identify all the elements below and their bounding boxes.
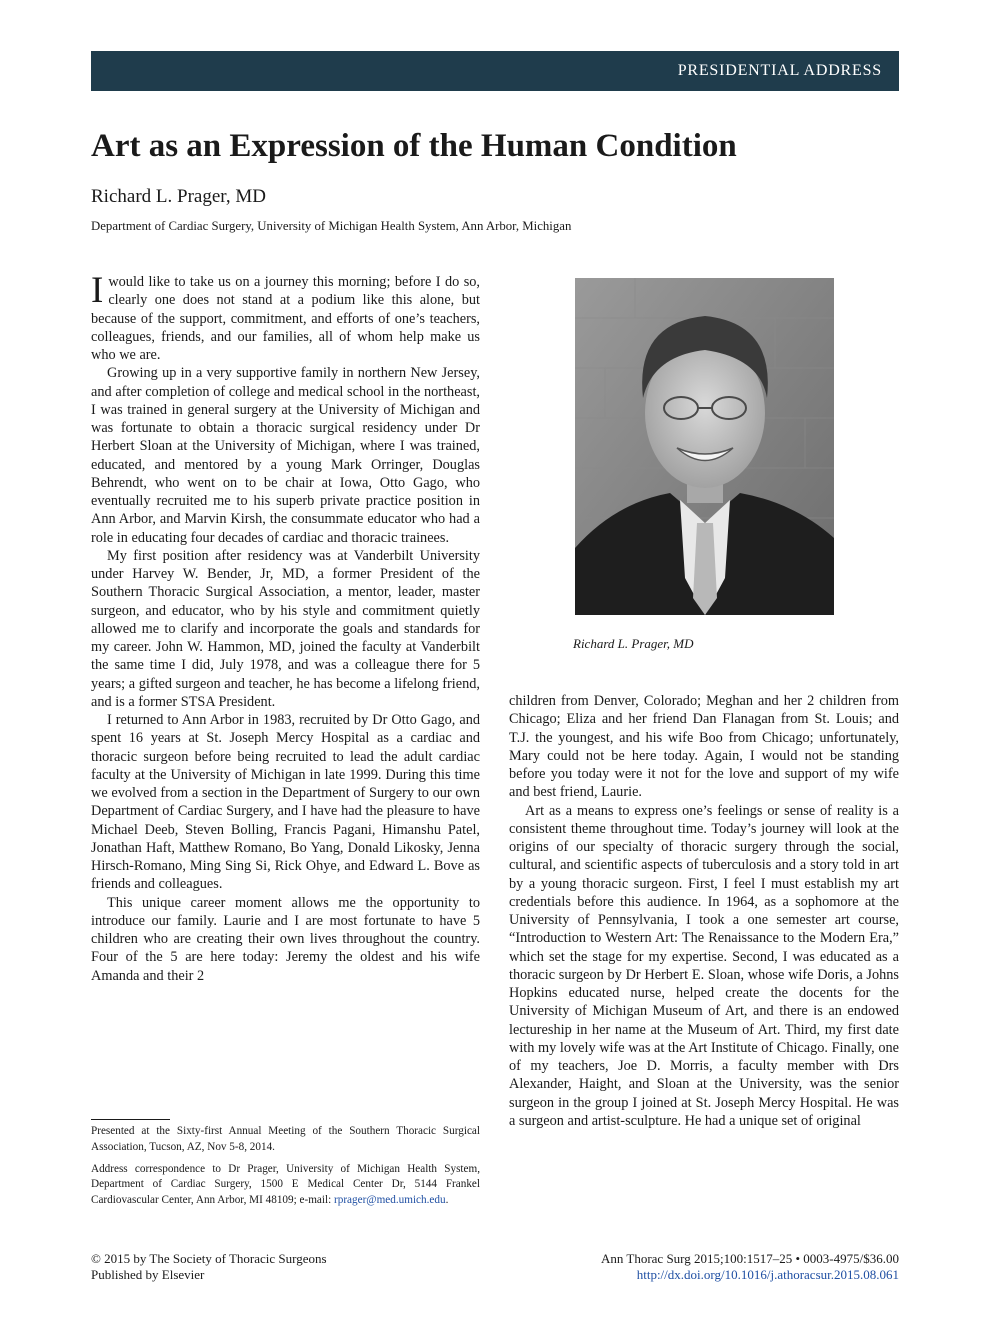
- section-banner: [91, 51, 899, 91]
- footnotes: [91, 1124, 480, 1215]
- footer-left: [91, 1251, 327, 1282]
- paragraph: My first position after residency was at Vanderbilt University under Harvey W. Bender, Jr, MD, a former President of the Southern Thoracic Surgical Association, a mentor, leader, master surgeon, and educator, who by his style and commitment quietly allowed me to clarify and incorporate the goals and standards for my career. John W. Hammon, MD, joined the faculty at Vanderbilt the same time I did, July 1978, and was a colleague there for 5 years; a gifted surgeon and teacher, he has become a lifelong friend, and is a former STSA President.: [91, 547, 480, 710]
- right-column: [509, 692, 899, 1130]
- email-link[interactable]: rprager@med.umich.edu: [334, 1194, 446, 1207]
- correspondence-note: [91, 1162, 480, 1209]
- photo-caption: Richard L. Prager, MD: [573, 636, 694, 651]
- paragraph-text: would like to take us on a journey this morning; before I do so, clearly one does not stand at a podium like this alone, but because of the support, commitment, and efforts of one’s teachers, colleagues, friends, and our families, all of whom help make us who we are.: [91, 274, 480, 363]
- correspondence-address: Address correspondence to Dr Prager, University of Michigan Health System, Department of Cardiac Surgery, 1500 E Medical Center Dr, 5144 Frankel Cardiovascular Center, Ann Arbor, MI 48109; e-mail:: [91, 1162, 480, 1207]
- footnote-divider: [91, 1119, 170, 1120]
- publisher: Published by Elsevier: [91, 1266, 205, 1282]
- drop-cap: I: [91, 270, 104, 311]
- author-name: Richard L. Prager, MD: [91, 186, 266, 207]
- presented-note: Presented at the Sixty-first Annual Meeting of the Southern Thoracic Surgical Association, Tucson, AZ, Nov 5-8, 2014.: [91, 1125, 480, 1153]
- citation: Ann Thorac Surg 2015;100:1517–25 • 0003-4975/$36.00: [600, 1251, 899, 1266]
- copyright: © 2015 by The Society of Thoracic Surgeons: [91, 1251, 327, 1266]
- paragraph: Growing up in a very supportive family in northern New Jersey, and after completion of college and medical school in the northeast, I was trained in general surgery at the University of Michigan and was fortunate to obtain a thoracic surgical residency under Dr Herbert Sloan at the University of Michigan, where I was trained, educated, and mentored by a young Mark Orringer, Douglas Behrendt, who went on to be chair at Iowa, Otto Gago, who eventually recruited me to his superb private practice position in Ann Arbor, and Marvin Kirsh, the consummate educator who had a role in educating four decades of cardiac and thoracic trainees.: [91, 365, 480, 546]
- left-column: [91, 270, 480, 985]
- article-title: Art as an Expression of the Human Condition: [91, 128, 737, 164]
- section-label: PRESIDENTIAL ADDRESS: [677, 62, 882, 79]
- paragraph: Art as a means to express one’s feelings or sense of reality is a consistent theme throughout time. Today’s journey will look at the origins of our specialty of thoracic surgery through the social, cultural, and scientific aspects of tuberculosis and a story told in art by a young thoracic surgeon. First, I feel I must establish my art credentials before this audience. In 1964, as a sophomore at the University of Pennsylvania, I took a one semester art course, “Introduction to Western Art: The Renaissance to the Modern Era,” which set the stage for my expertise. Second, I was educated as a thoracic surgeon by Dr Herbert E. Sloan, whose wife Doris, a Johns Hopkins educated nurse, helped create the docents for the University of Michigan Museum of Art, and there is an endowed lectureship in her name at the Museum of Art. Third, my first date with my lovely wife was at the Art Institute of Chicago. Finally, one of my teachers, Joe D. Morris, a faculty member with Drs Alexander, Haight, and Sloan at the University, was the senior surgeon in the group I joined at St. Joseph Mercy Hospital. He was a surgeon and artist-sculpture. He had a unique set of original: [509, 802, 899, 1129]
- paragraph: children from Denver, Colorado; Meghan and her 2 children from Chicago; Eliza and her friend Dan Flanagan from St. Louis; and T.J. the youngest, and his wife Boo from Chicago; unfortunately, Mary could not be here today. Again, I would not be standing before you today were it not for the love and support of my wife and best friend, Laurie.: [509, 693, 899, 801]
- author-photo: [575, 278, 834, 615]
- doi-link[interactable]: http://dx.doi.org/10.1016/j.athoracsur.2015.08.061: [636, 1266, 899, 1282]
- author-affiliation: Department of Cardiac Surgery, University of Michigan Health System, Ann Arbor, Michigan: [91, 219, 572, 233]
- paragraph: This unique career moment allows me the opportunity to introduce our family. Laurie and I are most fortunate to have 5 children who are creating their own lives throughout the country. Four of the 5 are here today: Jeremy the oldest and his wife Amanda and their 2: [91, 894, 480, 984]
- correspondence-end: .: [445, 1194, 449, 1207]
- portrait-image: [575, 278, 834, 615]
- paragraph-intro: [91, 270, 480, 364]
- paragraph: I returned to Ann Arbor in 1983, recruited by Dr Otto Gago, and spent 16 years at St. Joseph Mercy Hospital as a cardiac and thoracic surgeon before being recruited to lead the adult cardiac faculty at the University of Michigan in late 1999. During this time we evolved from a section in the Department of Surgery to our own Department of Cardiac Surgery, and I have had the pleasure to have Michael Deeb, Steven Bolling, Francis Pagani, Himanshu Patel, Jonathan Haft, Matthew Romano, Bo Yang, Donald Likosky, Jenna Hirsch-Romano, Ming Sing Si, Rick Ohye, and Edward L. Bove as friends and colleagues.: [91, 712, 480, 893]
- footer-right: [601, 1251, 899, 1282]
